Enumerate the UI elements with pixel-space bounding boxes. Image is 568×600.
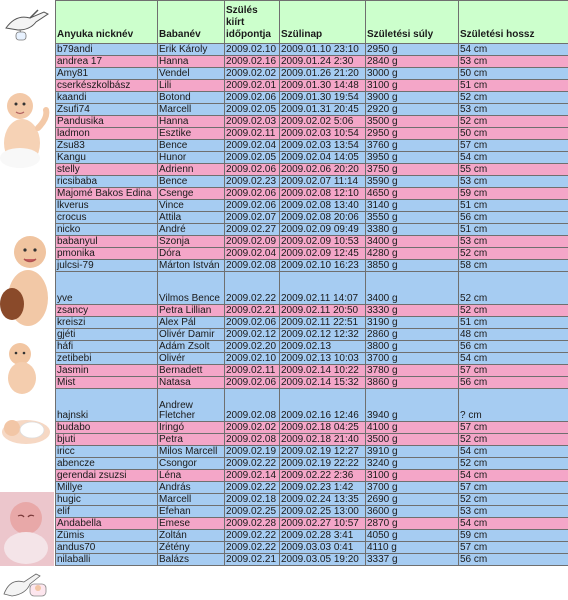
birth-weight-cell: 3400 g: [366, 272, 459, 305]
mother-nick-cell: bjuti: [56, 434, 158, 446]
mother-nick-cell: andrea 17: [56, 56, 158, 68]
birth-length-cell: 51 cm: [459, 224, 568, 236]
mother-nick-cell: Jasmin: [56, 365, 158, 377]
mother-nick-cell: Zsu83: [56, 140, 158, 152]
birth-length-cell: 53 cm: [459, 236, 568, 248]
birth-weight-cell: 3700 g: [366, 482, 459, 494]
birthday-cell: 2009.02.12 12:32: [280, 329, 366, 341]
birth-length-cell: 58 cm: [459, 260, 568, 272]
birth-weight-cell: 4050 g: [366, 530, 459, 542]
mother-nick-cell: gerendai zsuzsi: [56, 470, 158, 482]
birth-length-cell: 55 cm: [459, 164, 568, 176]
birthday-cell: 2009.02.09 09:49: [280, 224, 366, 236]
due-date-cell: 2009.02.22: [225, 482, 280, 494]
birthday-cell: 2009.01.30 19:54: [280, 92, 366, 104]
due-date-cell: 2009.02.09: [225, 236, 280, 248]
baby-photo: [0, 492, 54, 566]
birth-length-cell: 54 cm: [459, 353, 568, 365]
baby-name-cell: Csenge: [158, 188, 225, 200]
table-row: [56, 272, 568, 305]
baby-name-cell: Erik Károly: [158, 44, 225, 56]
mother-nick-cell: abencze: [56, 458, 158, 470]
birth-length-cell: 52 cm: [459, 92, 568, 104]
birth-weight-cell: 4650 g: [366, 188, 459, 200]
birthday-cell: 2009.02.11 14:07: [280, 272, 366, 305]
mother-nick-cell: Pandusika: [56, 116, 158, 128]
header-mother-nick: Anyuka nicknév: [56, 1, 158, 44]
birth-length-cell: 53 cm: [459, 506, 568, 518]
mother-nick-cell: Andabella: [56, 518, 158, 530]
mother-nick-cell: Zsufi74: [56, 104, 158, 116]
birth-weight-cell: 3750 g: [366, 164, 459, 176]
baby-name-cell: Zétény: [158, 542, 225, 554]
header-row: [56, 1, 568, 44]
birth-length-cell: 51 cm: [459, 317, 568, 329]
birth-length-cell: 56 cm: [459, 377, 568, 389]
birth-weight-cell: 3900 g: [366, 92, 459, 104]
mother-nick-cell: ricsibaba: [56, 176, 158, 188]
birth-table: [55, 0, 568, 566]
baby-name-cell: Marcell: [158, 104, 225, 116]
due-date-cell: 2009.02.06: [225, 377, 280, 389]
mother-nick-cell: Kangu: [56, 152, 158, 164]
table-row: [56, 422, 568, 434]
due-date-cell: 2009.02.06: [225, 188, 280, 200]
baby-name-cell: Olivér: [158, 353, 225, 365]
table-row: [56, 224, 568, 236]
birthday-cell: 2009.02.27 10:57: [280, 518, 366, 530]
baby-name-cell: Alex Pál: [158, 317, 225, 329]
due-date-cell: 2009.02.05: [225, 104, 280, 116]
decorative-sidebar: [0, 0, 56, 600]
mother-nick-cell: háfi: [56, 341, 158, 353]
mother-nick-cell: cserkészkolbász: [56, 80, 158, 92]
due-date-cell: 2009.02.25: [225, 506, 280, 518]
mother-nick-cell: Majomé Bakos Edina: [56, 188, 158, 200]
birth-length-cell: 53 cm: [459, 176, 568, 188]
mother-nick-cell: stelly: [56, 164, 158, 176]
birth-weight-cell: 3600 g: [366, 506, 459, 518]
due-date-cell: 2009.02.06: [225, 317, 280, 329]
table-row: [56, 56, 568, 68]
birth-weight-cell: 3100 g: [366, 470, 459, 482]
baby-photo: [0, 340, 54, 396]
birth-length-cell: 57 cm: [459, 482, 568, 494]
birthday-cell: 2009.02.09 10:53: [280, 236, 366, 248]
table-row: [56, 434, 568, 446]
baby-name-cell: Szonja: [158, 236, 225, 248]
birth-weight-cell: 2950 g: [366, 44, 459, 56]
mother-nick-cell: iricc: [56, 446, 158, 458]
baby-name-cell: Márton István: [158, 260, 225, 272]
birth-weight-cell: 4280 g: [366, 248, 459, 260]
table-row: [56, 506, 568, 518]
mother-nick-cell: nicko: [56, 224, 158, 236]
table-row: [56, 68, 568, 80]
header-birth-length: Születési hossz: [459, 1, 568, 44]
stork-icon: [0, 6, 54, 42]
baby-name-cell: Csongor: [158, 458, 225, 470]
birthday-cell: 2009.02.16 12:46: [280, 389, 366, 422]
baby-name-cell: André: [158, 224, 225, 236]
mother-nick-cell: gjéti: [56, 329, 158, 341]
baby-name-cell: Esztike: [158, 128, 225, 140]
birthday-cell: 2009.02.14 10:22: [280, 365, 366, 377]
mother-nick-cell: andus70: [56, 542, 158, 554]
table-row: [56, 365, 568, 377]
table-row: [56, 116, 568, 128]
birth-length-cell: 57 cm: [459, 542, 568, 554]
birthday-cell: 2009.01.31 20:45: [280, 104, 366, 116]
baby-name-cell: Léna: [158, 470, 225, 482]
birthday-cell: 2009.02.18 04:25: [280, 422, 366, 434]
due-date-cell: 2009.02.10: [225, 44, 280, 56]
due-date-cell: 2009.02.06: [225, 200, 280, 212]
baby-name-cell: Petra: [158, 434, 225, 446]
baby-name-cell: Marcell: [158, 494, 225, 506]
baby-name-cell: Ádám Zsolt: [158, 341, 225, 353]
birth-weight-cell: 2920 g: [366, 104, 459, 116]
baby-name-cell: Bence: [158, 140, 225, 152]
birth-weight-cell: 3337 g: [366, 554, 459, 566]
due-date-cell: 2009.02.22: [225, 542, 280, 554]
birthday-cell: 2009.02.23 1:42: [280, 482, 366, 494]
table-row: [56, 530, 568, 542]
birthday-cell: 2009.02.03 13:54: [280, 140, 366, 152]
birthday-cell: 2009.03.03 0:41: [280, 542, 366, 554]
birth-length-cell: 59 cm: [459, 530, 568, 542]
birth-length-cell: 52 cm: [459, 116, 568, 128]
due-date-cell: 2009.02.03: [225, 116, 280, 128]
birth-length-cell: 52 cm: [459, 272, 568, 305]
birthday-cell: 2009.02.08 20:06: [280, 212, 366, 224]
table-row: [56, 542, 568, 554]
baby-name-cell: Hanna: [158, 56, 225, 68]
baby-name-cell: Emese: [158, 518, 225, 530]
baby-photo: [0, 412, 54, 448]
birthday-cell: 2009.02.19 22:22: [280, 458, 366, 470]
baby-photo: [0, 88, 54, 178]
birth-weight-cell: 3330 g: [366, 305, 459, 317]
birthday-cell: 2009.02.11 20:50: [280, 305, 366, 317]
birth-weight-cell: 2950 g: [366, 128, 459, 140]
birth-length-cell: 51 cm: [459, 200, 568, 212]
due-date-cell: 2009.02.21: [225, 305, 280, 317]
mother-nick-cell: hugic: [56, 494, 158, 506]
due-date-cell: 2009.02.12: [225, 329, 280, 341]
birth-weight-cell: 2870 g: [366, 518, 459, 530]
mother-nick-cell: hajnski: [56, 389, 158, 422]
baby-name-cell: Vendel: [158, 68, 225, 80]
table-row: [56, 128, 568, 140]
birth-weight-cell: 2860 g: [366, 329, 459, 341]
birth-weight-cell: 3240 g: [366, 458, 459, 470]
due-date-cell: 2009.02.07: [225, 212, 280, 224]
table-row: [56, 152, 568, 164]
due-date-cell: 2009.02.21: [225, 554, 280, 566]
due-date-cell: 2009.02.11: [225, 128, 280, 140]
baby-name-cell: Botond: [158, 92, 225, 104]
birthday-cell: 2009.02.28 3:41: [280, 530, 366, 542]
baby-photo: [0, 230, 54, 330]
due-date-cell: 2009.02.04: [225, 140, 280, 152]
birth-weight-cell: 3140 g: [366, 200, 459, 212]
birth-length-cell: 56 cm: [459, 554, 568, 566]
due-date-cell: 2009.02.18: [225, 494, 280, 506]
birthday-cell: 2009.02.02 5:06: [280, 116, 366, 128]
due-date-cell: 2009.02.16: [225, 56, 280, 68]
birthday-cell: 2009.02.10 16:23: [280, 260, 366, 272]
table-row: [56, 140, 568, 152]
mother-nick-cell: zsancy: [56, 305, 158, 317]
table-row: [56, 341, 568, 353]
mother-nick-cell: ladmon: [56, 128, 158, 140]
birthday-cell: 2009.02.08 13:40: [280, 200, 366, 212]
birth-length-cell: 51 cm: [459, 80, 568, 92]
due-date-cell: 2009.02.08: [225, 389, 280, 422]
table-row: [56, 353, 568, 365]
birthday-cell: 2009.02.08 12:10: [280, 188, 366, 200]
birthday-cell: 2009.02.11 22:51: [280, 317, 366, 329]
table-row: [56, 518, 568, 530]
mother-nick-cell: Amy81: [56, 68, 158, 80]
birthday-cell: 2009.01.30 14:48: [280, 80, 366, 92]
baby-name-cell: Petra Lillian: [158, 305, 225, 317]
table-row: [56, 458, 568, 470]
birth-weight-cell: 4100 g: [366, 422, 459, 434]
table-row: [56, 176, 568, 188]
table-row: [56, 236, 568, 248]
table-row: [56, 377, 568, 389]
birth-length-cell: 54 cm: [459, 44, 568, 56]
birth-length-cell: 54 cm: [459, 152, 568, 164]
baby-name-cell: Attila: [158, 212, 225, 224]
birth-weight-cell: 3590 g: [366, 176, 459, 188]
baby-name-cell: Hanna: [158, 116, 225, 128]
baby-name-cell: Olivér Damir: [158, 329, 225, 341]
birth-weight-cell: 3760 g: [366, 140, 459, 152]
table-row: [56, 389, 568, 422]
birthday-cell: 2009.02.09 12:45: [280, 248, 366, 260]
birth-length-cell: 54 cm: [459, 518, 568, 530]
birthday-cell: 2009.02.14 15:32: [280, 377, 366, 389]
table-row: [56, 92, 568, 104]
birth-length-cell: 52 cm: [459, 305, 568, 317]
birthday-cell: 2009.01.24 2:30: [280, 56, 366, 68]
birthday-cell: 2009.01.26 21:20: [280, 68, 366, 80]
table-row: [56, 260, 568, 272]
birth-length-cell: 52 cm: [459, 458, 568, 470]
birthday-cell: 2009.02.13 10:03: [280, 353, 366, 365]
table-row: [56, 104, 568, 116]
birth-length-cell: 50 cm: [459, 128, 568, 140]
birthday-cell: 2009.02.19 12:27: [280, 446, 366, 458]
baby-name-cell: Bernadett: [158, 365, 225, 377]
mother-nick-cell: kreiszi: [56, 317, 158, 329]
due-date-cell: 2009.02.14: [225, 470, 280, 482]
birth-length-cell: 50 cm: [459, 68, 568, 80]
mother-nick-cell: b79andi: [56, 44, 158, 56]
table-row: [56, 446, 568, 458]
birth-weight-cell: 3910 g: [366, 446, 459, 458]
birthday-cell: 2009.02.13: [280, 341, 366, 353]
due-date-cell: 2009.02.10: [225, 353, 280, 365]
birth-weight-cell: 4110 g: [366, 542, 459, 554]
due-date-cell: 2009.02.06: [225, 92, 280, 104]
baby-name-cell: Balázs: [158, 554, 225, 566]
due-date-cell: 2009.02.05: [225, 152, 280, 164]
mother-nick-cell: Zümis: [56, 530, 158, 542]
table-row: [56, 200, 568, 212]
birth-weight-cell: 3550 g: [366, 212, 459, 224]
birth-weight-cell: 3940 g: [366, 389, 459, 422]
due-date-cell: 2009.02.19: [225, 446, 280, 458]
birth-weight-cell: 3100 g: [366, 80, 459, 92]
birth-weight-cell: 3700 g: [366, 353, 459, 365]
due-date-cell: 2009.02.22: [225, 530, 280, 542]
mother-nick-cell: lkverus: [56, 200, 158, 212]
birth-length-cell: 56 cm: [459, 212, 568, 224]
table-row: [56, 470, 568, 482]
due-date-cell: 2009.02.02: [225, 68, 280, 80]
due-date-cell: 2009.02.11: [225, 365, 280, 377]
baby-name-cell: Bence: [158, 176, 225, 188]
table-row: [56, 482, 568, 494]
baby-name-cell: Vilmos Bence: [158, 272, 225, 305]
birth-length-cell: ? cm: [459, 389, 568, 422]
mother-nick-cell: Millye: [56, 482, 158, 494]
birth-weight-cell: 2840 g: [366, 56, 459, 68]
birth-length-cell: 54 cm: [459, 470, 568, 482]
table-row: [56, 554, 568, 566]
header-birthday: Szülinap: [280, 1, 366, 44]
baby-name-cell: András: [158, 482, 225, 494]
baby-name-cell: Zoltán: [158, 530, 225, 542]
birthday-cell: 2009.01.10 23:10: [280, 44, 366, 56]
baby-name-cell: Efehan: [158, 506, 225, 518]
baby-name-cell: Dóra: [158, 248, 225, 260]
birth-weight-cell: 3800 g: [366, 341, 459, 353]
mother-nick-cell: babanyul: [56, 236, 158, 248]
table-row: [56, 317, 568, 329]
table-row: [56, 494, 568, 506]
mother-nick-cell: nilaballi: [56, 554, 158, 566]
birth-length-cell: 53 cm: [459, 104, 568, 116]
birthday-cell: 2009.02.24 13:35: [280, 494, 366, 506]
birth-weight-cell: 3950 g: [366, 152, 459, 164]
due-date-cell: 2009.02.28: [225, 518, 280, 530]
due-date-cell: 2009.02.22: [225, 458, 280, 470]
birth-length-cell: 56 cm: [459, 341, 568, 353]
baby-name-cell: Hunor: [158, 152, 225, 164]
table-row: [56, 212, 568, 224]
baby-name-cell: Andrew Fletcher: [158, 389, 225, 422]
table-row: [56, 248, 568, 260]
baby-name-cell: Iringó: [158, 422, 225, 434]
due-date-cell: 2009.02.04: [225, 248, 280, 260]
mother-nick-cell: julcsi-79: [56, 260, 158, 272]
birth-length-cell: 59 cm: [459, 188, 568, 200]
header-due-date: Szülés kiírt időpontja: [225, 1, 280, 44]
due-date-cell: 2009.02.23: [225, 176, 280, 188]
birth-length-cell: 53 cm: [459, 56, 568, 68]
header-birth-weight: Születési súly: [366, 1, 459, 44]
birth-weight-cell: 3860 g: [366, 377, 459, 389]
birth-length-cell: 48 cm: [459, 329, 568, 341]
mother-nick-cell: kaandi: [56, 92, 158, 104]
birth-length-cell: 54 cm: [459, 446, 568, 458]
birthday-cell: 2009.02.22 2:36: [280, 470, 366, 482]
birthday-cell: 2009.02.18 21:40: [280, 434, 366, 446]
birth-weight-cell: 3000 g: [366, 68, 459, 80]
mother-nick-cell: pmonika: [56, 248, 158, 260]
birth-length-cell: 52 cm: [459, 248, 568, 260]
birth-length-cell: 57 cm: [459, 365, 568, 377]
birth-weight-cell: 2690 g: [366, 494, 459, 506]
table-row: [56, 44, 568, 56]
birth-weight-cell: 3500 g: [366, 434, 459, 446]
birth-weight-cell: 3190 g: [366, 317, 459, 329]
baby-name-cell: Lili: [158, 80, 225, 92]
baby-name-cell: Natasa: [158, 377, 225, 389]
table-row: [56, 164, 568, 176]
birth-length-cell: 52 cm: [459, 494, 568, 506]
birthday-cell: 2009.03.05 19:20: [280, 554, 366, 566]
table-row: [56, 188, 568, 200]
table-body: [56, 44, 568, 566]
birth-weight-cell: 3400 g: [366, 236, 459, 248]
birth-length-cell: 57 cm: [459, 422, 568, 434]
birth-weight-cell: 3500 g: [366, 116, 459, 128]
due-date-cell: 2009.02.08: [225, 260, 280, 272]
due-date-cell: 2009.02.22: [225, 272, 280, 305]
due-date-cell: 2009.02.02: [225, 422, 280, 434]
table-row: [56, 329, 568, 341]
birthday-cell: 2009.02.07 11:14: [280, 176, 366, 188]
birthday-cell: 2009.02.04 14:05: [280, 152, 366, 164]
birth-length-cell: 52 cm: [459, 434, 568, 446]
mother-nick-cell: yve: [56, 272, 158, 305]
mother-nick-cell: elif: [56, 506, 158, 518]
mother-nick-cell: Mist: [56, 377, 158, 389]
stork-icon: [0, 568, 54, 600]
mother-nick-cell: budabo: [56, 422, 158, 434]
birthday-cell: 2009.02.06 20:20: [280, 164, 366, 176]
mother-nick-cell: zetibebi: [56, 353, 158, 365]
header-baby-name: Babanév: [158, 1, 225, 44]
due-date-cell: 2009.02.20: [225, 341, 280, 353]
baby-name-cell: Vince: [158, 200, 225, 212]
baby-name-cell: Adrienn: [158, 164, 225, 176]
due-date-cell: 2009.02.06: [225, 164, 280, 176]
mother-nick-cell: crocus: [56, 212, 158, 224]
birthday-cell: 2009.02.25 13:00: [280, 506, 366, 518]
baby-name-cell: Milos Marcell: [158, 446, 225, 458]
birth-length-cell: 57 cm: [459, 140, 568, 152]
birthday-cell: 2009.02.03 10:54: [280, 128, 366, 140]
due-date-cell: 2009.02.01: [225, 80, 280, 92]
birth-weight-cell: 3780 g: [366, 365, 459, 377]
table-row: [56, 305, 568, 317]
birth-weight-cell: 3380 g: [366, 224, 459, 236]
due-date-cell: 2009.02.08: [225, 434, 280, 446]
due-date-cell: 2009.02.27: [225, 224, 280, 236]
table-row: [56, 80, 568, 92]
birth-weight-cell: 3850 g: [366, 260, 459, 272]
